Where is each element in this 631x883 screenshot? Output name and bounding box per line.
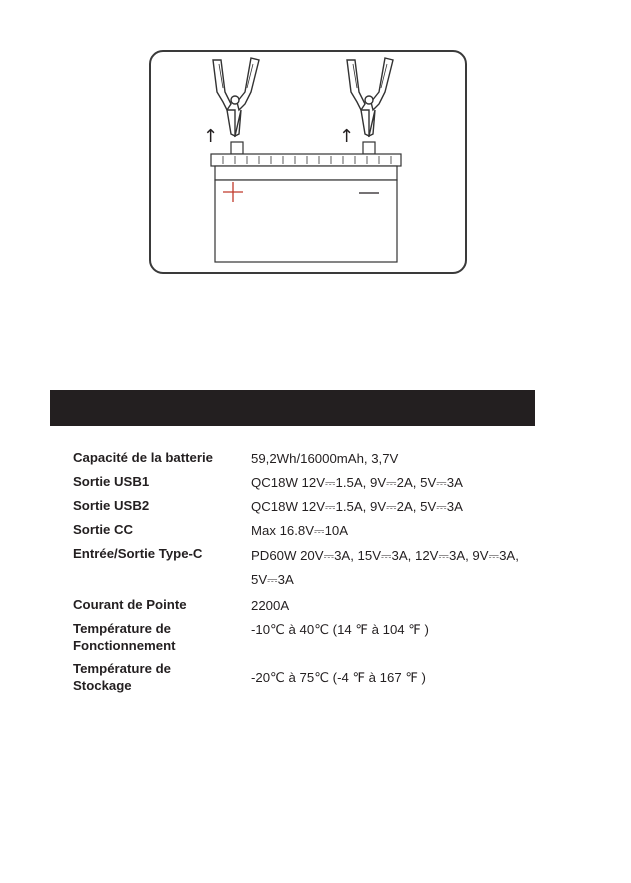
spec-value: QC18W 12V⎓1.5A, 9V⎓2A, 5V⎓3A [251,475,463,490]
spec-label: Sortie USB1 [73,474,150,489]
spec-label: Sortie USB2 [73,498,150,513]
spec-row-usb2 [73,496,553,517]
spec-label: Entrée/Sortie Type-C [73,546,203,561]
arrow-up-right-icon: ↑ [339,126,355,147]
spec-row-dc [73,520,553,541]
spec-value: 59,2Wh/16000mAh, 3,7V [251,451,399,466]
spec-value: Max 16.8V⎓10A [251,523,349,538]
spec-row-capacity [73,448,553,469]
spec-value: -20℃ à 75℃ (-4 ℉ à 167 ℉ ) [251,670,426,685]
spec-label: Sortie CC [73,522,134,537]
spec-row-usb1 [73,472,553,493]
spec-value: 2200A [251,598,290,613]
spec-row-operating-temp [73,619,553,656]
spec-row-peak [73,595,553,616]
spec-value: -10℃ à 40℃ (14 ℉ à 104 ℉ ) [251,622,429,637]
spec-table [73,448,553,696]
spec-label: Température de Stockage [73,661,171,693]
spec-value: PD60W 20V⎓3A, 15V⎓3A, 12V⎓3A, 9V⎓3A, 5V⎓3A [251,548,519,587]
spec-row-typec [73,544,553,592]
spec-label: Courant de Pointe [73,597,187,612]
battery-illustration [149,50,467,274]
spec-label: Capacité de la batterie [73,450,213,465]
spec-value: QC18W 12V⎓1.5A, 9V⎓2A, 5V⎓3A [251,499,463,514]
arrow-up-left-icon: ↑ [203,126,219,147]
spec-row-storage-temp [73,659,553,696]
spec-table-header-bar [50,390,535,426]
clamp-right-icon [347,58,393,136]
battery-diagram-svg [151,52,469,276]
clamp-left-icon [213,58,259,136]
battery-icon [211,142,401,262]
spec-label: Température de Fonctionnement [73,621,176,653]
